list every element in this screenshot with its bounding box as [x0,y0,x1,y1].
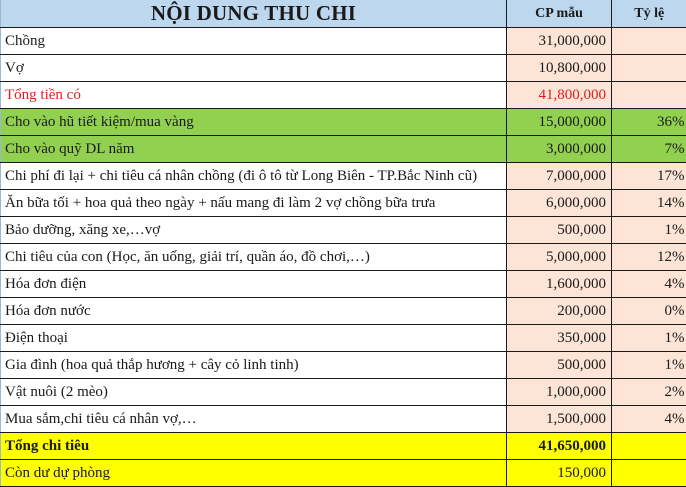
row-amount[interactable]: 200,000 [507,298,612,325]
row-ratio[interactable]: 17% [612,163,686,190]
row-amount[interactable]: 500,000 [507,352,612,379]
row-ratio[interactable]: 7% [612,136,686,163]
table-row-total-spending [1,433,686,460]
row-amount[interactable]: 3,000,000 [507,136,612,163]
row-label[interactable]: Điện thoại [1,325,507,352]
table-row-expense [1,217,686,244]
row-label[interactable]: Hóa đơn nước [1,298,507,325]
table-row-expense [1,271,686,298]
row-amount[interactable]: 1,000,000 [507,379,612,406]
row-ratio[interactable] [612,433,686,460]
row-label[interactable]: Tổng tiền có [1,82,507,109]
table-row-expense [1,244,686,271]
table-title[interactable]: NỘI DUNG THU CHI [1,0,507,28]
row-amount[interactable]: 41,650,000 [507,433,612,460]
row-ratio[interactable] [612,82,686,109]
row-label[interactable]: Chi phí đi lại + chi tiêu cá nhân chồng (đi ô tô từ Long Biên - TP.Bắc Ninh cũ) [1,163,507,190]
row-label[interactable]: Còn dư dự phòng [1,460,507,487]
table-row-savings [1,109,686,136]
table-row-expense [1,325,686,352]
row-label[interactable]: Ăn bữa tối + hoa quả theo ngày + nấu mang đi làm 2 vợ chồng bữa trưa [1,190,507,217]
row-label[interactable]: Chi tiêu của con (Học, ăn uống, giải trí, quần áo, đồ chơi,…) [1,244,507,271]
table-row-expense [1,163,686,190]
row-ratio[interactable]: 1% [612,325,686,352]
row-ratio[interactable] [612,28,686,55]
table-row-expense [1,406,686,433]
row-ratio[interactable] [612,55,686,82]
row-amount[interactable]: 31,000,000 [507,28,612,55]
column-header-amount[interactable]: CP mẫu [507,0,612,28]
row-amount[interactable]: 5,000,000 [507,244,612,271]
row-label[interactable]: Vợ [1,55,507,82]
row-label[interactable]: Chồng [1,28,507,55]
row-label[interactable]: Tổng chi tiêu [1,433,507,460]
row-ratio[interactable]: 1% [612,352,686,379]
row-ratio[interactable]: 0% [612,298,686,325]
row-label[interactable]: Vật nuôi (2 mèo) [1,379,507,406]
row-ratio[interactable]: 1% [612,217,686,244]
row-amount[interactable]: 1,500,000 [507,406,612,433]
table-row-expense [1,190,686,217]
row-amount[interactable]: 150,000 [507,460,612,487]
row-label[interactable]: Gia đình (hoa quả thắp hương + cây cỏ linh tinh) [1,352,507,379]
row-amount[interactable]: 1,600,000 [507,271,612,298]
row-amount[interactable]: 500,000 [507,217,612,244]
row-label[interactable]: Cho vào hũ tiết kiệm/mua vàng [1,109,507,136]
table-row-total-income [1,82,686,109]
row-ratio[interactable]: 2% [612,379,686,406]
table-row-expense [1,298,686,325]
row-amount[interactable]: 15,000,000 [507,109,612,136]
row-amount[interactable]: 7,000,000 [507,163,612,190]
table-row-travel-fund [1,136,686,163]
row-label[interactable]: Cho vào quỹ DL năm [1,136,507,163]
table-row-expense [1,352,686,379]
row-ratio[interactable]: 4% [612,271,686,298]
row-ratio[interactable]: 14% [612,190,686,217]
row-amount[interactable]: 10,800,000 [507,55,612,82]
header-row [1,0,686,28]
row-ratio[interactable]: 36% [612,109,686,136]
table-row-husband-income [1,28,686,55]
row-label[interactable]: Hóa đơn điện [1,271,507,298]
row-amount[interactable]: 41,800,000 [507,82,612,109]
row-amount[interactable]: 6,000,000 [507,190,612,217]
row-amount[interactable]: 350,000 [507,325,612,352]
table-row-expense [1,379,686,406]
column-header-ratio[interactable]: Tỷ lệ [612,0,686,28]
row-ratio[interactable]: 4% [612,406,686,433]
row-label[interactable]: Bảo dưỡng, xăng xe,…vợ [1,217,507,244]
table-row-wife-income [1,55,686,82]
row-ratio[interactable]: 12% [612,244,686,271]
table-row-remaining-reserve [1,460,686,487]
row-label[interactable]: Mua sắm,chi tiêu cá nhân vợ,… [1,406,507,433]
row-ratio[interactable] [612,460,686,487]
